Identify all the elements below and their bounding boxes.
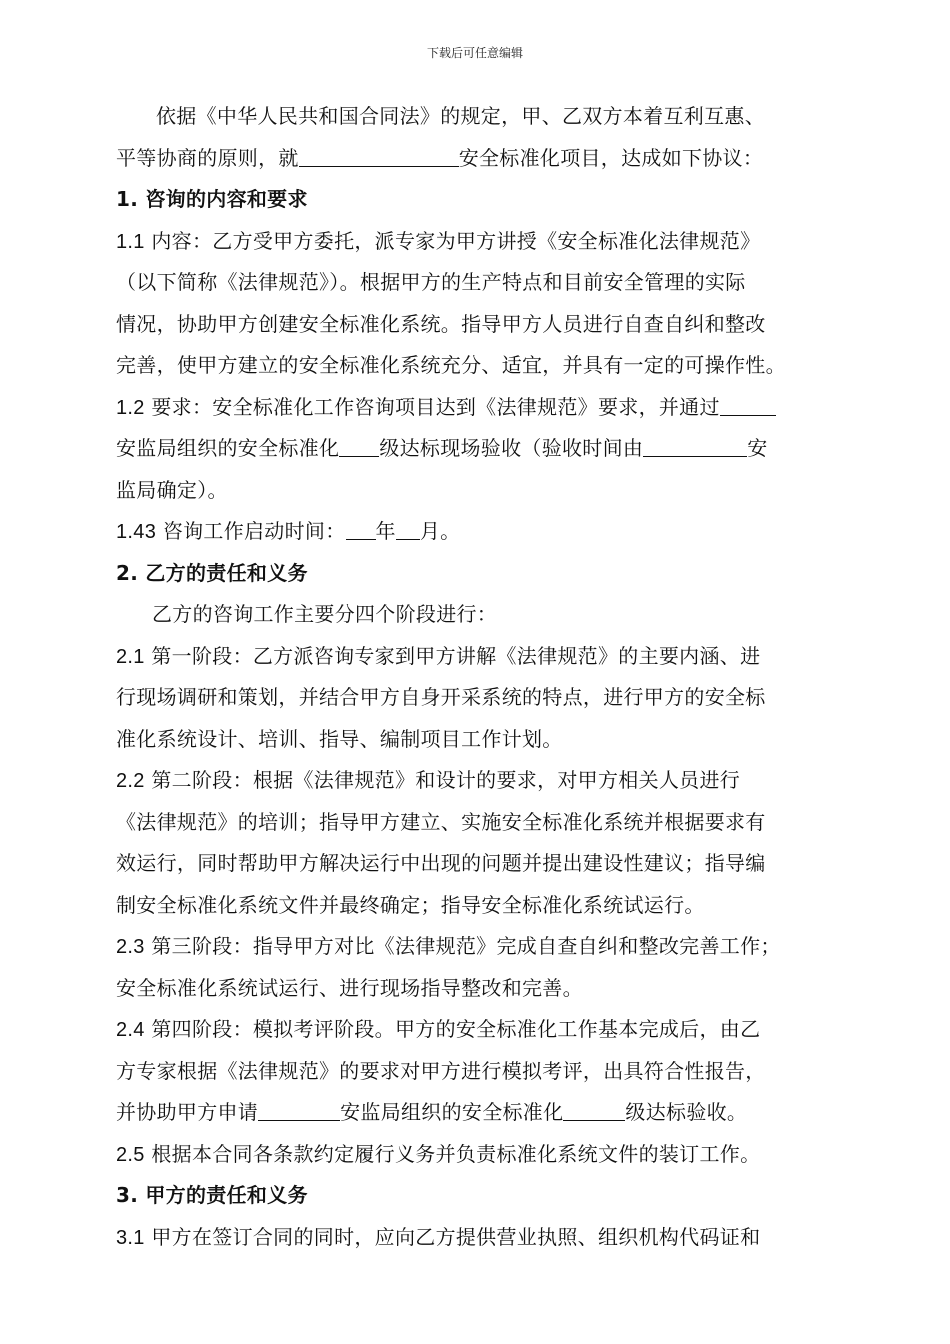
section-2-intro: 乙方的咨询工作主要分四个阶段进行： xyxy=(152,602,498,626)
page-header: 下载后可任意编辑 xyxy=(426,46,523,60)
clause-2-4-line-3: 并协助甲方申请 安监局组织的安全标准化 级达标验收。 xyxy=(116,1100,748,1124)
section-2-title: 2. 乙方的责任和义务 xyxy=(116,560,308,585)
section-3-title: 3. 甲方的责任和义务 xyxy=(116,1183,308,1207)
clause-2-5: 2.5 根据本合同各条款约定履行义务并负责标准化系统文件的装订工作。 xyxy=(116,1141,761,1166)
clause-1-1-line-3: 情况，协助甲方创建安全标准化系统。指导甲方人员进行自查自纠和整改 xyxy=(116,311,766,336)
clause-2-3-line-1: 2.3 第三阶段：指导甲方对比《法律规范》完成自查自纠和整改完善工作； xyxy=(116,934,781,958)
clause-1-1-line-4: 完善，使甲方建立的安全标准化系统充分、适宜，并具有一定的可操作性。 xyxy=(116,353,786,377)
apply-bureau-blank[interactable] xyxy=(258,1100,340,1121)
clause-2-1-line-1: 2.1 第一阶段：乙方派咨询专家到甲方讲解《法律规范》的主要内涵、进 xyxy=(116,643,761,668)
clause-2-2-line-4: 制安全标准化系统文件并最终确定；指导安全标准化系统试运行。 xyxy=(116,892,705,917)
clause-1-2-line-2: 安监局组织的安全标准化 级达标现场验收（验收时间由 安 xyxy=(116,436,768,460)
project-name-blank[interactable] xyxy=(299,146,459,167)
clause-1-2-line-3: 监局确定）。 xyxy=(116,477,228,502)
clause-2-3-line-2: 安全标准化系统试运行、进行现场指导整改和完善。 xyxy=(116,975,583,1000)
bureau-blank[interactable] xyxy=(720,395,776,416)
intro-line-1: 依据《中华人民共和国合同法》的规定，甲、乙双方本着互利互惠、 xyxy=(156,104,765,128)
intro-line-2: 平等协商的原则，就 安全标准化项目，达成如下协议： xyxy=(116,145,764,170)
clause-2-1-line-3: 准化系统设计、培训、指导、编制项目工作计划。 xyxy=(116,726,563,751)
acceptance-bureau-blank[interactable] xyxy=(643,436,747,457)
clause-2-4-line-2: 方专家根据《法律规范》的要求对甲方进行模拟考评，出具符合性报告， xyxy=(116,1058,766,1083)
year-blank[interactable] xyxy=(346,519,376,540)
clause-1-3: 1.43 咨询工作启动时间： 年 月。 xyxy=(116,519,461,543)
clause-3-1-line-1: 3.1 甲方在签订合同的同时，应向乙方提供营业执照、组织机构代码证和 xyxy=(116,1224,761,1249)
clause-1-1-line-1: 1.1 内容：乙方受甲方委托，派专家为甲方讲授《安全标准化法律规范》 xyxy=(116,228,761,253)
clause-1-2-line-1: 1.2 要求：安全标准化工作咨询项目达到《法律规范》要求，并通过 xyxy=(116,387,846,429)
clause-1-1-line-2: （以下简称《法律规范》）。根据甲方的生产特点和目前安全管理的实际 xyxy=(116,270,746,294)
clause-2-4-line-1: 2.4 第四阶段：模拟考评阶段。甲方的安全标准化工作基本完成后，由乙 xyxy=(116,1017,761,1041)
contract-body xyxy=(116,96,846,1258)
clause-2-1-line-2: 行现场调研和策划，并结合甲方自身开采系统的特点，进行甲方的安全标 xyxy=(116,685,766,709)
grade-blank[interactable] xyxy=(339,436,379,457)
section-1-title: 1. 咨询的内容和要求 xyxy=(116,187,308,211)
clause-2-2-line-2: 《法律规范》的培训；指导甲方建立、实施安全标准化系统并根据要求有 xyxy=(116,809,766,834)
clause-2-2-line-1: 2.2 第二阶段：根据《法律规范》和设计的要求，对甲方相关人员进行 xyxy=(116,768,741,792)
month-blank[interactable] xyxy=(396,519,420,540)
apply-grade-blank[interactable] xyxy=(563,1100,625,1121)
clause-2-2-line-3: 效运行，同时帮助甲方解决运行中出现的问题并提出建设性建议；指导编 xyxy=(116,851,766,875)
